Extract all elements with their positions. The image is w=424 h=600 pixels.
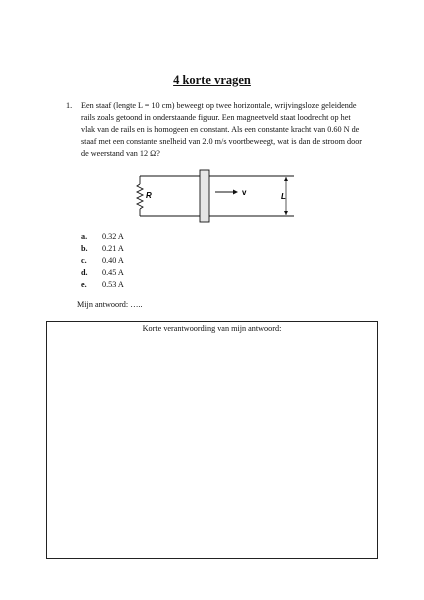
option-a-text: 0.32 A (102, 232, 124, 241)
option-d-text: 0.45 A (102, 268, 124, 277)
option-e-text: 0.53 A (102, 280, 124, 289)
option-a-letter: a. (81, 232, 88, 241)
option-d-letter: d. (81, 268, 88, 277)
resistor-symbol (137, 184, 143, 209)
question-line-3: vlak van de rails en is homogeen en constant. Als een constante kracht van 0.60 N de (81, 125, 360, 134)
justification-box-title: Korte verantwoording van mijn antwoord: (142, 324, 282, 333)
question-number: 1. (66, 101, 73, 110)
sliding-bar (200, 170, 209, 222)
rail-circuit-figure (130, 168, 300, 226)
option-b-text: 0.21 A (102, 244, 124, 253)
answer-label: Mijn antwoord: ….. (77, 300, 143, 309)
option-c-text: 0.40 A (102, 256, 124, 265)
page-title: 4 korte vragen (173, 73, 251, 87)
justification-box[interactable] (46, 321, 378, 559)
question-line-1: Een staaf (lengte L = 10 cm) beweegt op twee horizontale, wrijvingsloze geleidende (81, 101, 357, 110)
option-b-letter: b. (81, 244, 88, 253)
velocity-label: v (242, 188, 247, 197)
option-c-letter: c. (81, 256, 87, 265)
question-line-2: rails zoals getoond in onderstaande figuur. Een magneetveld staat loodrecht op het (81, 113, 351, 122)
option-e-letter: e. (81, 280, 87, 289)
question-line-4: staaf met een constante snelheid van 2.0 m/s voortbeweegt, wat is dan de stroom door (81, 137, 363, 146)
resistor-label: R (146, 191, 152, 200)
question-line-5: de weerstand van 12 Ω? (81, 149, 160, 158)
length-label: L (281, 192, 286, 201)
